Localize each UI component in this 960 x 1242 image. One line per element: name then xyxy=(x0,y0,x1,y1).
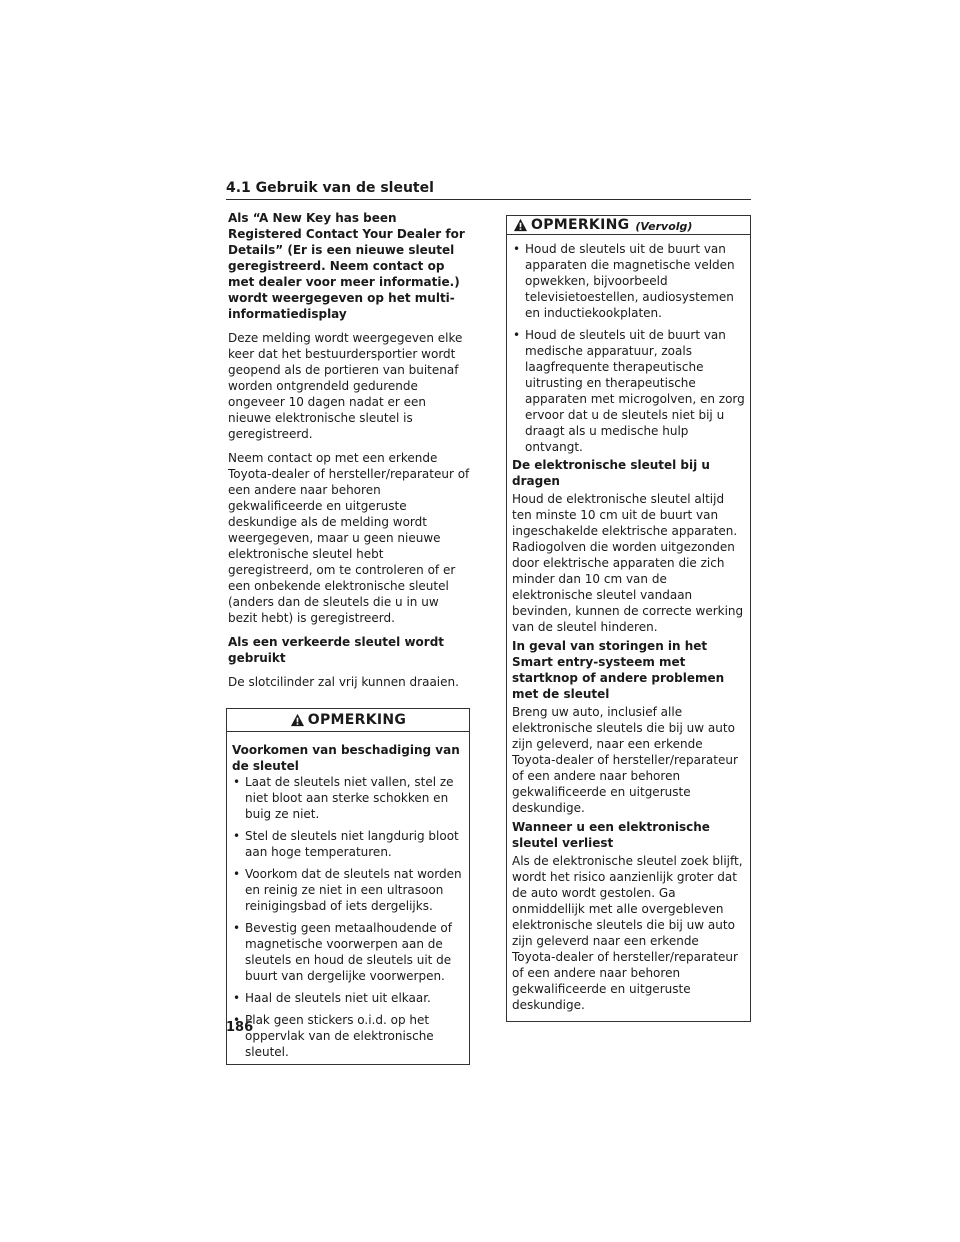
paragraph-carrying-key: Houd de elektronische sleutel altijd ten minste 10 cm uit de buurt van ingeschakelde elektrische apparaten. Radiogolven die worden uitgezonden door elektrische apparaten die zich minder dan 10 cm van de elektronische sleutel vandaan bevinden, kunnen de correcte werking van de sleutel hinderen. xyxy=(512,492,744,634)
right-column xyxy=(506,215,751,1022)
notice-bullet-list xyxy=(232,774,464,1060)
heading-wrong-key: Als een verkeerde sleutel wordt gebruikt xyxy=(228,635,445,665)
notice-header-continued xyxy=(507,216,750,235)
notice-title: OPMERKING xyxy=(531,217,630,233)
list-item: • Plak geen stickers o.i.d. op het oppervlak van de elektronische sleutel. xyxy=(232,1012,464,1060)
heading-smart-entry-malfunction: In geval van storingen in het Smart entry-systeem met startknop of andere problemen met de sleutel xyxy=(512,639,725,701)
left-column xyxy=(228,210,470,1065)
list-item: • Voorkom dat de sleutels nat worden en reinig ze niet in een ultrasoon reinigingsbad of iets dergelijks. xyxy=(232,866,464,914)
notice-box-left xyxy=(226,708,470,1065)
notice-title: OPMERKING xyxy=(307,712,407,728)
list-item: • Bevestig geen metaalhoudende of magnetische voorwerpen aan de sleutels en houd de sleutels uit de buurt van dergelijke voorwerpen. xyxy=(232,920,464,984)
notice-box-right-continued xyxy=(506,215,751,1022)
heading-new-key: Als “A New Key has been Registered Contact Your Dealer for Details” (Er is een nieuwe sleutel geregistreerd. Neem contact op met dealer voor meer informatie.) wordt weergegeven op het multi-informatiedisplay xyxy=(228,211,465,321)
notice-continued-label: (Vervolg) xyxy=(635,219,693,233)
notice-subheading: Voorkomen van beschadiging van de sleutel xyxy=(232,743,460,773)
list-item: • Haal de sleutels niet uit elkaar. xyxy=(232,990,464,1006)
list-item: • Houd de sleutels uit de buurt van apparaten die magnetische velden opwekken, bijvoorbeeld televisietoestellen, audiosystemen en inductiekookplaten. xyxy=(512,241,745,321)
paragraph-smart-entry-malfunction: Breng uw auto, inclusief alle elektronische sleutels die bij uw auto zijn geleverd, naar een erkende Toyota-dealer of hersteller/reparateur of een andere naar behoren gekwalificeerde en uitgeruste deskundige. xyxy=(512,705,738,815)
heading-lost-key: Wanneer u een elektronische sleutel verliest xyxy=(512,820,710,850)
paragraph-lost-key: Als de elektronische sleutel zoek blijft, wordt het risico aanzienlijk groter dat de auto wordt gestolen. Ga onmiddellijk met alle overgebleven elektronische sleutels die bij uw auto zijn geleverd naar een erkende Toyota-dealer of hersteller/reparateur of een andere naar behoren gekwalificeerde en uitgeruste deskundige. xyxy=(512,854,743,1012)
warning-triangle-icon xyxy=(290,713,305,727)
notice-bullet-list xyxy=(512,241,745,455)
notice-header xyxy=(227,709,469,732)
page-number: 186 xyxy=(226,1020,254,1035)
list-item: • Houd de sleutels uit de buurt van medische apparatuur, zoals laagfrequente therapeutische uitrusting en therapeutische apparaten met microgolven, en zorg ervoor dat u de sleutels niet bij u draagt als u medische hulp ontvangt. xyxy=(512,327,745,455)
paragraph-lock-cylinder: De slotcilinder zal vrij kunnen draaien. xyxy=(228,675,459,689)
warning-triangle-icon xyxy=(513,218,528,232)
list-item: • Stel de sleutels niet langdurig bloot aan hoge temperaturen. xyxy=(232,828,464,860)
section-header xyxy=(226,177,751,200)
paragraph-new-key-message: Deze melding wordt weergegeven elke keer dat het bestuurdersportier wordt geopend als de portieren van buitenaf worden ontgrendeld gedurende ongeveer 10 dagen nadat er een nieuwe elektronische sleutel is geregistreerd. xyxy=(228,331,463,441)
paragraph-contact-dealer: Neem contact op met een erkende Toyota-dealer of hersteller/reparateur of een andere naar behoren gekwalificeerde en uitgeruste deskundige als de melding wordt weergegeven, maar u geen nieuwe elektronische sleutel hebt geregistreerd, om te controleren of er een onbekende elektronische sleutel (anders dan de sleutels die u in uw bezit hebt) is geregistreerd. xyxy=(228,451,470,625)
section-title: 4.1 Gebruik van de sleutel xyxy=(226,180,434,196)
list-item: • Laat de sleutels niet vallen, stel ze niet bloot aan sterke schokken en buig ze niet. xyxy=(232,774,464,822)
heading-carrying-key: De elektronische sleutel bij u dragen xyxy=(512,458,710,488)
